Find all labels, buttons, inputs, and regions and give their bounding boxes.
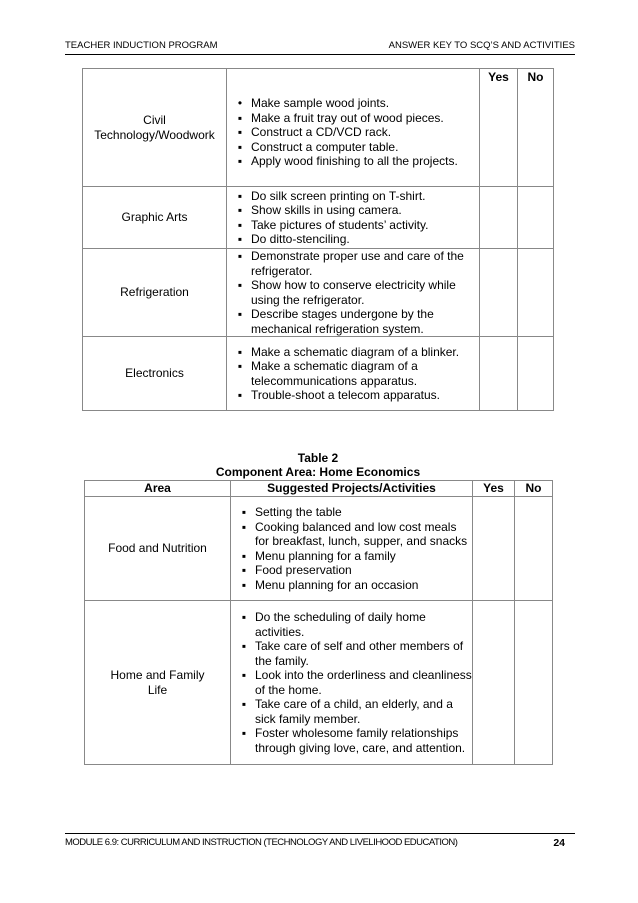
area-cell bbox=[83, 337, 227, 411]
header-right: ANSWER KEY TO SCQ’S AND ACTIVITIES bbox=[388, 40, 575, 51]
activity-list bbox=[231, 610, 472, 755]
square-bullet-icon: ▪ bbox=[237, 139, 243, 154]
list-item: ▪ Setting the table bbox=[231, 505, 472, 520]
list-item: ▪ Show how to conserve electricity while using the refrigerator. bbox=[227, 278, 479, 307]
page-number: 24 bbox=[553, 837, 565, 849]
yes-cell bbox=[473, 601, 515, 765]
list-item: ▪ Cooking balanced and low cost meals for breakfast, lunch, supper, and snacks bbox=[231, 520, 472, 549]
no-cell bbox=[518, 249, 554, 337]
no-cell bbox=[518, 187, 554, 249]
square-bullet-icon: ▪ bbox=[241, 639, 247, 653]
list-item: ▪ Do ditto-stenciling. bbox=[227, 232, 479, 247]
list-item: ▪ Take care of self and other members of the family. bbox=[231, 639, 472, 668]
table-home-economics bbox=[84, 480, 553, 765]
yes-header: Yes bbox=[480, 69, 518, 187]
area-label: Life bbox=[147, 682, 168, 697]
list-item: ▪ Construct a computer table. bbox=[227, 140, 479, 155]
square-bullet-icon: ▪ bbox=[241, 610, 247, 624]
yes-cell bbox=[473, 497, 515, 601]
list-item: ▪ Describe stages undergone by the mechanical refrigeration system. bbox=[227, 307, 479, 336]
list-item: • Make sample wood joints. bbox=[227, 96, 479, 111]
list-item: ▪ Food preservation bbox=[231, 563, 472, 578]
square-bullet-icon: ▪ bbox=[237, 110, 243, 125]
activities-cell bbox=[227, 187, 480, 249]
table-row bbox=[83, 337, 554, 411]
square-bullet-icon: ▪ bbox=[241, 505, 247, 519]
activity-list bbox=[231, 505, 472, 592]
list-item: ▪ Show skills in using camera. bbox=[227, 203, 479, 218]
area-label: Civil bbox=[143, 113, 166, 127]
table-caption-title: Component Area: Home Economics bbox=[215, 465, 421, 479]
activity-list bbox=[227, 345, 479, 403]
activity-list bbox=[227, 249, 479, 336]
list-item: ▪ Menu planning for an occasion bbox=[231, 578, 472, 593]
table-header-row bbox=[85, 481, 553, 497]
activity-list bbox=[227, 189, 479, 247]
area-cell bbox=[83, 249, 227, 337]
square-bullet-icon: ▪ bbox=[241, 548, 247, 563]
area-column-header: Area bbox=[85, 481, 231, 497]
list-item: ▪ Make a fruit tray out of wood pieces. bbox=[227, 111, 479, 126]
page-header bbox=[65, 40, 575, 55]
list-item: ▪ Do the scheduling of daily home activities. bbox=[231, 610, 472, 639]
activities-cell bbox=[227, 69, 480, 187]
square-bullet-icon: ▪ bbox=[237, 307, 243, 321]
area-cell bbox=[85, 497, 231, 601]
list-item: ▪ Construct a CD/VCD rack. bbox=[227, 125, 479, 140]
table-caption-number: Table 2 bbox=[297, 451, 339, 465]
square-bullet-icon: ▪ bbox=[237, 344, 243, 359]
square-bullet-icon: ▪ bbox=[237, 188, 243, 203]
activities-cell bbox=[231, 497, 473, 601]
activities-cell bbox=[231, 601, 473, 765]
square-bullet-icon: ▪ bbox=[237, 249, 243, 263]
list-item: ▪ Make a schematic diagram of a telecommunications apparatus. bbox=[227, 359, 479, 388]
area-label: Refrigeration bbox=[120, 285, 189, 300]
no-cell bbox=[518, 337, 554, 411]
area-label: Food and Nutrition bbox=[108, 541, 207, 556]
table-technology bbox=[82, 68, 554, 411]
activities-column-header: Suggested Projects/Activities bbox=[231, 481, 473, 497]
round-bullet-icon: • bbox=[237, 96, 243, 111]
table-row bbox=[85, 497, 553, 601]
no-cell bbox=[515, 601, 553, 765]
square-bullet-icon: ▪ bbox=[237, 217, 243, 232]
area-label: Home and Family bbox=[110, 668, 205, 682]
square-bullet-icon: ▪ bbox=[241, 668, 247, 682]
square-bullet-icon: ▪ bbox=[237, 232, 243, 246]
list-item: ▪ Take care of a child, an elderly, and a sick family member. bbox=[231, 697, 472, 726]
square-bullet-icon: ▪ bbox=[237, 154, 243, 169]
footer-module-title: MODULE 6.9: CURRICULUM AND INSTRUCTION (TECHNOLOGY AND LIVELIHOOD EDUCATION) bbox=[65, 837, 458, 848]
list-item: ▪ Foster wholesome family relationships through giving love, care, and attention. bbox=[231, 726, 472, 755]
yes-cell bbox=[480, 187, 518, 249]
yes-cell bbox=[480, 249, 518, 337]
yes-column-header: Yes bbox=[473, 481, 515, 497]
square-bullet-icon: ▪ bbox=[237, 278, 243, 292]
square-bullet-icon: ▪ bbox=[241, 577, 247, 592]
activity-list bbox=[227, 96, 479, 169]
list-item: ▪ Apply wood finishing to all the projects. bbox=[227, 154, 479, 169]
table-row bbox=[83, 187, 554, 249]
area-label: Technology/Woodwork bbox=[94, 127, 215, 142]
square-bullet-icon: ▪ bbox=[237, 388, 243, 402]
list-item: ▪ Demonstrate proper use and care of the refrigerator. bbox=[227, 249, 479, 278]
list-item: ▪ Make a schematic diagram of a blinker. bbox=[227, 345, 479, 360]
area-label: Graphic Arts bbox=[121, 210, 188, 225]
square-bullet-icon: ▪ bbox=[241, 697, 247, 711]
activities-cell bbox=[227, 249, 480, 337]
square-bullet-icon: ▪ bbox=[241, 519, 247, 534]
table-row bbox=[83, 69, 554, 187]
list-item: ▪ Look into the orderliness and cleanliness of the home. bbox=[231, 668, 472, 697]
yes-cell bbox=[480, 337, 518, 411]
square-bullet-icon: ▪ bbox=[237, 203, 243, 217]
square-bullet-icon: ▪ bbox=[237, 359, 243, 373]
no-cell bbox=[515, 497, 553, 601]
list-item: ▪ Menu planning for a family bbox=[231, 549, 472, 564]
square-bullet-icon: ▪ bbox=[241, 563, 247, 577]
list-item: ▪ Trouble-shoot a telecom apparatus. bbox=[227, 388, 479, 403]
list-item: ▪ Do silk screen printing on T-shirt. bbox=[227, 189, 479, 204]
area-cell bbox=[85, 601, 231, 765]
no-header: No bbox=[518, 69, 554, 187]
area-cell bbox=[83, 69, 227, 187]
page-footer bbox=[65, 833, 575, 848]
activities-cell bbox=[227, 337, 480, 411]
no-column-header: No bbox=[515, 481, 553, 497]
table-row bbox=[83, 249, 554, 337]
square-bullet-icon: ▪ bbox=[241, 726, 247, 740]
header-left: TEACHER INDUCTION PROGRAM bbox=[65, 40, 218, 51]
area-label: Electronics bbox=[125, 366, 184, 381]
list-item: ▪ Take pictures of students’ activity. bbox=[227, 218, 479, 233]
table-row bbox=[85, 601, 553, 765]
square-bullet-icon: ▪ bbox=[237, 125, 243, 140]
area-cell bbox=[83, 187, 227, 249]
